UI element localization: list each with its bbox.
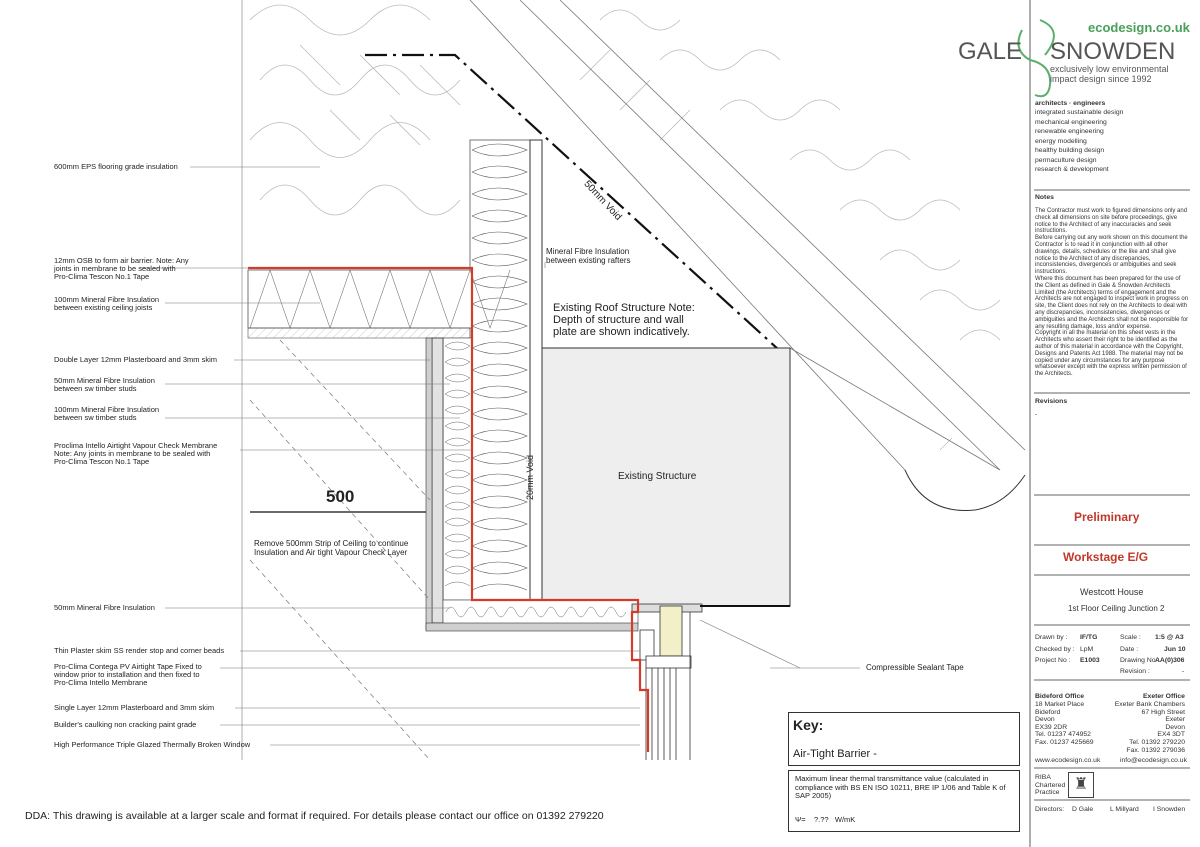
existing-structure-label: Existing Structure	[618, 471, 697, 482]
label-100mm-stud-insulation: 100mm Mineral Fibre Insulation between sw timber studs	[54, 405, 160, 422]
drawing-no-label: Drawing No :	[1120, 657, 1160, 664]
key-barrier-label: Air-Tight Barrier -	[793, 748, 877, 760]
key-title: Key:	[793, 717, 824, 733]
drawn-by-label: Drawn by :	[1035, 634, 1068, 641]
project-name: Westcott House	[1080, 587, 1144, 597]
services-header: architects · engineers	[1035, 100, 1106, 107]
notes-text: The Contractor must work to figured dimensions only and check all dimensions on site before proceedings, give notice to the Architect of any inaccuracies and seek instructions. Before carrying out any work shown on this document the Contractor is to read it in conjunction with all other drawings, details, schedules or the like and shall give notice to the Architect of any discrepancies, inconsistencies, divergences or ambiguities and seek instructions. Where this document has been prepared for the use of the Client as defined in Gale & Snowden Architects Limited (the Architects) terms of engagement and the Architects are not engaged to inspect work in progress on site, the Client does not rely on the Architects to deal with any discrepancies, inconsistencies, divergences or ambiguities and the Architects shall not be responsible for any resulting damage, loss and/or expense. Copyright in all the material on this sheet vests in the Architects who assert their right to be identified as the author of this material in accordance with the Copyright, Designs and Patents Act 1988. The material may not be copied under any circumstances for any purpose whatsoever except with the express written permission of the Architects.	[1035, 208, 1189, 378]
label-plaster-skim: Thin Plaster skim SS render stop and corner beads	[54, 646, 225, 655]
label-50mm-insulation: 50mm Mineral Fibre Insulation	[54, 603, 155, 612]
void-20-label: 20mm Void	[525, 454, 535, 500]
directors-label: Directors:	[1035, 806, 1065, 813]
director-1: D Gale	[1072, 806, 1094, 813]
psi-value-row	[795, 815, 855, 824]
scale-value: 1:5 @ A3	[1155, 634, 1184, 641]
revision-value: -	[1182, 668, 1185, 675]
riba-logo-icon: ♜	[1068, 772, 1094, 798]
roof-structure-note: Existing Roof Structure Note: Depth of structure and wall plate are shown indicatively.	[553, 302, 695, 338]
sealant-tape-label: Compressible Sealant Tape	[866, 663, 964, 672]
service-item: integrated sustainable design	[1035, 109, 1124, 116]
logo-tagline: exclusively low environmental impact design since 1992	[1050, 64, 1169, 84]
key-box	[788, 712, 1020, 766]
label-ceiling-joist-insulation: 100mm Mineral Fibre Insulation between existing ceiling joists	[54, 295, 160, 312]
drawing-title: 1st Floor Ceiling Junction 2	[1068, 604, 1165, 613]
director-3: I Snowden	[1153, 806, 1186, 813]
psi-value: ?.??	[814, 815, 829, 824]
exeter-header: Exeter Office	[1143, 693, 1185, 700]
label-double-plasterboard: Double Layer 12mm Plasterboard and 3mm skim	[54, 355, 217, 364]
revisions-header: Revisions	[1035, 398, 1068, 405]
window-head-insulation	[426, 600, 638, 631]
label-contega-tape: Pro-Clima Contega PV Airtight Tape Fixed to window prior to installation and then fixed to Pro-Clima Intello Membrane	[54, 662, 202, 687]
label-50mm-stud-insulation: 50mm Mineral Fibre Insulation between sw timber studs	[54, 376, 155, 393]
label-single-plasterboard: Single Layer 12mm Plasterboard and 3mm skim	[54, 703, 215, 712]
drawing-no-value: AA(0)306	[1155, 657, 1185, 664]
workstage-label: Workstage E/G	[1063, 550, 1149, 564]
director-2: L Millyard	[1110, 806, 1139, 813]
dimension-500: 500	[326, 487, 355, 506]
email-link[interactable]: info@ecodesign.co.uk	[1120, 757, 1187, 764]
thermal-text: Maximum linear thermal transmittance value (calculated in compliance with BS EN ISO 10211, BRE IP 1/06 and Table K of SAP 2005)	[795, 774, 1006, 801]
psi-symbol: Ψ=	[795, 815, 806, 824]
riba-text: RIBA Chartered Practice	[1035, 774, 1066, 797]
service-item: permaculture design	[1035, 156, 1097, 164]
revisions-value: -	[1035, 411, 1038, 418]
label-intello-membrane: Proclima Intello Airtight Vapour Check Membrane Note: Any joints in membrane to be sealed with Pro-Clima Tescon No.1 Tape	[54, 441, 218, 466]
bideford-header: Bideford Office	[1035, 693, 1085, 700]
psi-unit: W/mK	[834, 815, 856, 824]
rafter-insulation	[470, 140, 542, 600]
service-item: research & development	[1035, 166, 1109, 173]
service-item: healthy building design	[1035, 147, 1105, 154]
drawn-by-value: IF/TG	[1080, 634, 1098, 641]
window-frame	[632, 604, 702, 760]
notes-header: Notes	[1035, 194, 1054, 201]
revision-label: Revision :	[1120, 668, 1150, 675]
label-osb-air-barrier: 12mm OSB to form air barrier. Note: Any joints in membrane to be sealed with Pro-Clima Tescon No.1 Tape	[54, 256, 189, 281]
logo-website: ecodesign.co.uk	[1088, 20, 1190, 35]
logo-mark	[1018, 20, 1053, 96]
project-no-label: Project No :	[1035, 657, 1071, 664]
service-item: mechanical engineering	[1035, 118, 1107, 126]
service-item: renewable engineering	[1035, 128, 1104, 135]
void-50-label: 50mm Void	[581, 178, 624, 223]
stud-wall-insulation	[426, 338, 472, 630]
checked-by-label: Checked by :	[1035, 646, 1075, 653]
bideford-address: 18 Market Place Bideford Devon EX39 2DR Tel. 01237 474952 Fax. 01237 425669	[1035, 701, 1094, 746]
exeter-address: Exeter Bank Chambers 67 High Street Exeter Devon EX4 3DT Tel. 01392 279220 Fax. 01392 279036	[1114, 701, 1185, 754]
status-preliminary: Preliminary	[1074, 510, 1140, 524]
label-caulking: Builder's caulking non cracking paint grade	[54, 720, 197, 729]
gutter	[905, 470, 1025, 511]
ceiling-joist-insulation	[248, 270, 510, 338]
thermal-transmittance-box	[788, 770, 1020, 832]
service-item: energy modelling	[1035, 137, 1087, 145]
website-link[interactable]: www.ecodesign.co.uk	[1035, 757, 1101, 764]
date-value: Jun 10	[1164, 646, 1186, 653]
date-label: Date :	[1120, 646, 1139, 653]
project-no-value: E1003	[1080, 657, 1100, 664]
label-triple-glazed-window: High Performance Triple Glazed Thermally Broken Window	[54, 740, 251, 749]
logo-gale: GALE	[958, 38, 1023, 65]
label-eps-insulation: 600mm EPS flooring grade insulation	[54, 162, 178, 171]
dda-statement: DDA: This drawing is available at a larger scale and format if required. For details please contact our office on 01392 279220	[25, 810, 604, 822]
checked-by-value: LpM	[1080, 646, 1094, 653]
logo-snowden: SNOWDEN	[1050, 38, 1176, 65]
remove-strip-note: Remove 500mm Strip of Ceiling to continue Insulation and Air tight Vapour Check Layer	[254, 539, 409, 557]
scale-label: Scale :	[1120, 634, 1141, 641]
mineral-rafters-label: Mineral Fibre Insulation between existing rafters	[546, 247, 631, 265]
